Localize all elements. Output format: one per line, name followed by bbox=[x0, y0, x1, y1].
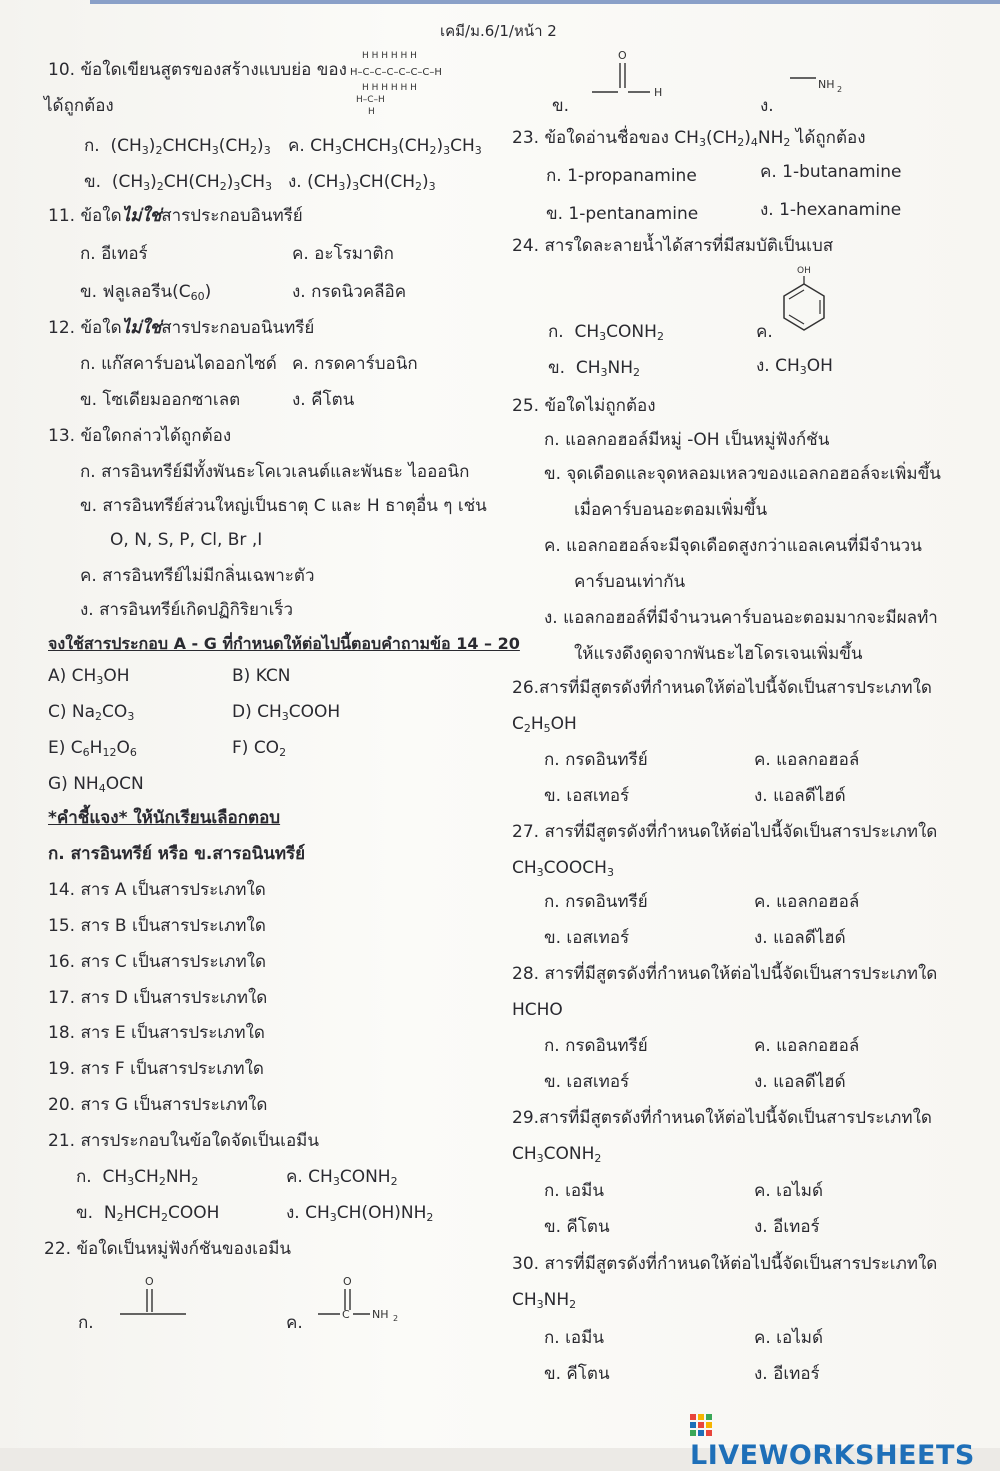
svg-text:OH: OH bbox=[797, 266, 811, 276]
q28-stem: 28. สารที่มีสูตรดังที่กำหนดให้ต่อไปนี้จัดเป็นสารประเภทใด bbox=[512, 964, 938, 984]
q29-formula: $CH_3CONH_2$ bbox=[512, 1144, 602, 1165]
q25-option-b[interactable]: ข. จุดเดือดและจุดหลอมเหลวของแอลกอฮอล์จะเพิ่มขึ้น bbox=[544, 464, 941, 484]
q28-option-b[interactable]: ข. เอสเทอร์ bbox=[544, 1072, 630, 1092]
q13-option-d[interactable]: ง. สารอินทรีย์เกิดปฏิกิริยาเร็ว bbox=[80, 600, 294, 620]
q29-stem: 29.สารที่มีสูตรดังที่กำหนดให้ต่อไปนี้จัดเป็นสารประเภทใด bbox=[512, 1108, 932, 1128]
q15-stem: 15. สาร B เป็นสารประเภทใด bbox=[48, 916, 266, 936]
q12-option-c[interactable]: ค. กรดคาร์บอนิก bbox=[292, 354, 418, 374]
q12-option-d[interactable]: ง. คีโตน bbox=[292, 390, 355, 410]
q11-option-a[interactable]: ก. อีเทอร์ bbox=[80, 244, 148, 264]
q22-option-c-label[interactable]: ค. bbox=[286, 1313, 303, 1333]
q29-option-a[interactable]: ก. เอมีน bbox=[544, 1181, 604, 1201]
q23-option-b[interactable]: ข. 1-pentanamine bbox=[546, 204, 699, 224]
q11-option-d[interactable]: ง. กรดนิวคลีอิค bbox=[292, 282, 407, 302]
svg-text:2: 2 bbox=[837, 85, 843, 94]
q13-option-b-cont: O, N, S, P, Cl, Br ,I bbox=[110, 530, 263, 550]
svg-text:NH: NH bbox=[372, 1308, 389, 1321]
q11-option-c[interactable]: ค. อะโรมาติก bbox=[292, 244, 394, 264]
q29-option-c[interactable]: ค. เอไมด์ bbox=[754, 1181, 823, 1201]
page-header: เคมี/ม.6/1/หน้า 2 bbox=[440, 22, 557, 40]
q11-option-b[interactable]: ข. ฟลูเลอรีน$(C_{60})$ bbox=[80, 282, 212, 303]
q10-stem: 10. ข้อใดเขียนสูตรของสร้างแบบย่อ ของ bbox=[48, 60, 347, 80]
q28-option-c[interactable]: ค. แอลกอฮอล์ bbox=[754, 1036, 860, 1056]
compound-d: D) $CH_3COOH$ bbox=[232, 702, 341, 723]
compound-b: B) KCN bbox=[232, 666, 291, 686]
q30-stem: 30. สารที่มีสูตรดังที่กำหนดให้ต่อไปนี้จัดเป็นสารประเภทใด bbox=[512, 1254, 938, 1274]
q13-option-b[interactable]: ข. สารอินทรีย์ส่วนใหญ่เป็นธาตุ C และ H ธาตุอื่น ๆ เช่น bbox=[80, 496, 487, 516]
q12-stem: 12. ข้อใดไม่ใช่สารประกอบอนินทรีย์ bbox=[48, 318, 315, 338]
q20-stem: 20. สาร G เป็นสารประเภทใด bbox=[48, 1095, 268, 1115]
q13-stem: 13. ข้อใดกล่าวได้ถูกต้อง bbox=[48, 426, 232, 446]
q10-option-a[interactable]: ก. $(CH_3)_2CHCH_3(CH_2)_3$ bbox=[84, 136, 271, 157]
answer-choices: ก. สารอินทรีย์ หรือ ข.สารอนินทรีย์ bbox=[48, 844, 306, 864]
q22-option-d-label[interactable]: ง. bbox=[760, 96, 774, 116]
q24-option-c-label[interactable]: ค. bbox=[756, 322, 773, 342]
compound-a: A) $CH_3OH$ bbox=[48, 666, 130, 687]
liveworksheets-grid-icon bbox=[690, 1414, 712, 1436]
q27-option-b[interactable]: ข. เอสเทอร์ bbox=[544, 928, 630, 948]
q10-option-c[interactable]: ค. $CH_3CHCH_3(CH_2)_3CH_3$ bbox=[288, 136, 482, 157]
q30-option-d[interactable]: ง. อีเทอร์ bbox=[754, 1364, 820, 1384]
q23-option-c[interactable]: ค. 1-butanamine bbox=[760, 162, 902, 182]
q13-option-c[interactable]: ค. สารอินทรีย์ไม่มีกลิ่นเฉพาะตัว bbox=[80, 566, 315, 586]
q25-option-c[interactable]: ค. แอลกอฮอล์จะมีจุดเดือดสูงกว่าแอลเคนที่มีจำนวน bbox=[544, 536, 922, 556]
q12-option-b[interactable]: ข. โซเดียมออกซาเลต bbox=[80, 390, 241, 410]
q21-stem: 21. สารประกอบในข้อใดจัดเป็นเอมีน bbox=[48, 1131, 320, 1151]
q26-option-c[interactable]: ค. แอลกอฮอล์ bbox=[754, 750, 860, 770]
svg-text:2: 2 bbox=[393, 1314, 399, 1323]
q18-stem: 18. สาร E เป็นสารประเภทใด bbox=[48, 1023, 265, 1043]
liveworksheets-logo-text: LIVEWORKSHEETS bbox=[690, 1440, 975, 1471]
q22-option-d-amine-structure bbox=[790, 70, 850, 96]
q22-option-b-label[interactable]: ข. bbox=[552, 96, 570, 116]
q25-stem: 25. ข้อใดไม่ถูกต้อง bbox=[512, 396, 656, 416]
compound-g: G) $NH_4OCN$ bbox=[48, 774, 144, 795]
q23-stem: 23. ข้อใดอ่านชื่อของ $CH_3(CH_2)_4NH_2$ ได้ถูกต้อง bbox=[512, 128, 866, 149]
q21-option-c[interactable]: ค. $CH_3CONH_2$ bbox=[286, 1167, 398, 1188]
scan-edge-line bbox=[90, 0, 1000, 4]
q28-formula: HCHO bbox=[512, 1000, 563, 1020]
q21-option-d[interactable]: ง. $CH_3CH(OH)NH_2$ bbox=[286, 1203, 434, 1224]
q24-option-c-phenol-structure bbox=[776, 264, 836, 330]
svg-text:NH: NH bbox=[818, 78, 835, 91]
q14-stem: 14. สาร A เป็นสารประเภทใด bbox=[48, 880, 266, 900]
svg-text:H: H bbox=[654, 86, 663, 99]
compound-c: C) $Na_2CO_3$ bbox=[48, 702, 135, 723]
q29-option-b[interactable]: ข. คีโตน bbox=[544, 1217, 610, 1237]
svg-text:H: H bbox=[368, 107, 375, 117]
q10-option-d[interactable]: ง. $(CH_3)_3CH(CH_2)_3$ bbox=[288, 172, 436, 193]
compound-e: E) $C_6H_{12}O_6$ bbox=[48, 738, 137, 759]
q23-option-d[interactable]: ง. 1-hexanamine bbox=[760, 200, 902, 220]
q24-option-a[interactable]: ก. $CH_3CONH_2$ bbox=[548, 322, 664, 343]
q10-stem-cont: ได้ถูกต้อง bbox=[44, 96, 114, 116]
q22-stem: 22. ข้อใดเป็นหมู่ฟังก์ชันของเอมีน bbox=[44, 1239, 292, 1259]
q27-stem: 27. สารที่มีสูตรดังที่กำหนดให้ต่อไปนี้จัดเป็นสารประเภทใด bbox=[512, 822, 938, 842]
q25-option-b-cont: เมื่อคาร์บอนอะตอมเพิ่มขึ้น bbox=[574, 500, 768, 520]
q24-option-d[interactable]: ง. $CH_3OH$ bbox=[756, 356, 833, 377]
q12-option-a[interactable]: ก. แก๊สคาร์บอนไดออกไซด์ bbox=[80, 354, 277, 374]
q27-option-d[interactable]: ง. แอลดีไฮด์ bbox=[754, 928, 846, 948]
q23-option-a[interactable]: ก. 1-propanamine bbox=[546, 166, 697, 186]
svg-text:O: O bbox=[343, 1275, 352, 1288]
q27-option-a[interactable]: ก. กรดอินทรีย์ bbox=[544, 892, 648, 912]
q21-option-a[interactable]: ก. $CH_3CH_2NH_2$ bbox=[76, 1167, 199, 1188]
svg-text:O: O bbox=[618, 49, 627, 62]
svg-text:H–C–H: H–C–H bbox=[356, 95, 385, 105]
q25-option-c-cont: คาร์บอนเท่ากัน bbox=[574, 572, 686, 592]
q13-option-a[interactable]: ก. สารอินทรีย์มีทั้งพันธะโคเวเลนต์และพันธะ ไอออนิก bbox=[80, 462, 470, 482]
q22-option-b-aldehyde-structure bbox=[592, 48, 682, 100]
q19-stem: 19. สาร F เป็นสารประเภทใด bbox=[48, 1059, 264, 1079]
q26-stem: 26.สารที่มีสูตรดังที่กำหนดให้ต่อไปนี้จัดเป็นสารประเภทใด bbox=[512, 678, 932, 698]
q16-stem: 16. สาร C เป็นสารประเภทใด bbox=[48, 952, 267, 972]
instruction-note: *คำชี้แจง* ให้นักเรียนเลือกตอบ bbox=[48, 808, 281, 828]
q10-structural-formula bbox=[348, 50, 468, 120]
q21-option-b[interactable]: ข. $N_2HCH_2COOH$ bbox=[76, 1203, 220, 1224]
q17-stem: 17. สาร D เป็นสารประเภทใด bbox=[48, 988, 268, 1008]
q30-option-a[interactable]: ก. เอมีน bbox=[544, 1328, 604, 1348]
q29-option-d[interactable]: ง. อีเทอร์ bbox=[754, 1217, 820, 1237]
q25-option-a[interactable]: ก. แอลกอฮอล์มีหมู่ -OH เป็นหมู่ฟังก์ชัน bbox=[544, 430, 830, 450]
liveworksheets-logo[interactable] bbox=[690, 1408, 1000, 1471]
q30-option-c[interactable]: ค. เอไมด์ bbox=[754, 1328, 823, 1348]
q24-option-b[interactable]: ข. $CH_3NH_2$ bbox=[548, 358, 640, 379]
q26-option-d[interactable]: ง. แอลดีไฮด์ bbox=[754, 786, 846, 806]
q22-option-a-label[interactable]: ก. bbox=[78, 1313, 94, 1333]
q25-option-d[interactable]: ง. แอลกอฮอล์ที่มีจำนวนคาร์บอนอะตอมมากจะมีผลทำ bbox=[544, 608, 938, 628]
q26-option-a[interactable]: ก. กรดอินทรีย์ bbox=[544, 750, 648, 770]
q26-formula: $C_2H_5OH$ bbox=[512, 714, 577, 735]
q25-option-d-cont: ให้แรงดึงดูดจากพันธะไฮโดรเจนเพิ่มขึ้น bbox=[574, 644, 863, 664]
q28-option-d[interactable]: ง. แอลดีไฮด์ bbox=[754, 1072, 846, 1092]
q28-option-a[interactable]: ก. กรดอินทรีย์ bbox=[544, 1036, 648, 1056]
q24-stem: 24. สารใดละลายน้ำได้สารที่มีสมบัติเป็นเบส bbox=[512, 236, 834, 256]
svg-text:H H H H H H: H H H H H H bbox=[362, 51, 417, 61]
q22-option-a-ketone-structure bbox=[120, 1274, 200, 1324]
compound-f: F) $CO_2$ bbox=[232, 738, 287, 759]
compounds-heading: จงใช้สารประกอบ A - G ที่กำหนดให้ต่อไปนี้ตอบคำถามข้อ 14 – 20 bbox=[48, 634, 520, 653]
svg-text:H–C–C–C–C–C–C–H: H–C–C–C–C–C–C–H bbox=[350, 67, 442, 78]
q10-option-b[interactable]: ข. $(CH_3)_2CH(CH_2)_3CH_3$ bbox=[84, 172, 273, 193]
q30-formula: $CH_3NH_2$ bbox=[512, 1290, 577, 1311]
q30-option-b[interactable]: ข. คีโตน bbox=[544, 1364, 610, 1384]
q26-option-b[interactable]: ข. เอสเทอร์ bbox=[544, 786, 630, 806]
svg-text:C: C bbox=[342, 1308, 350, 1321]
svg-text:H H H H H H: H H H H H H bbox=[362, 83, 417, 93]
q27-option-c[interactable]: ค. แอลกอฮอล์ bbox=[754, 892, 860, 912]
q22-option-c-amide-structure bbox=[318, 1274, 408, 1324]
q11-stem: 11. ข้อใดไม่ใช่สารประกอบอินทรีย์ bbox=[48, 206, 303, 226]
q27-formula: $CH_3COOCH_3$ bbox=[512, 858, 614, 879]
svg-text:O: O bbox=[145, 1275, 154, 1288]
